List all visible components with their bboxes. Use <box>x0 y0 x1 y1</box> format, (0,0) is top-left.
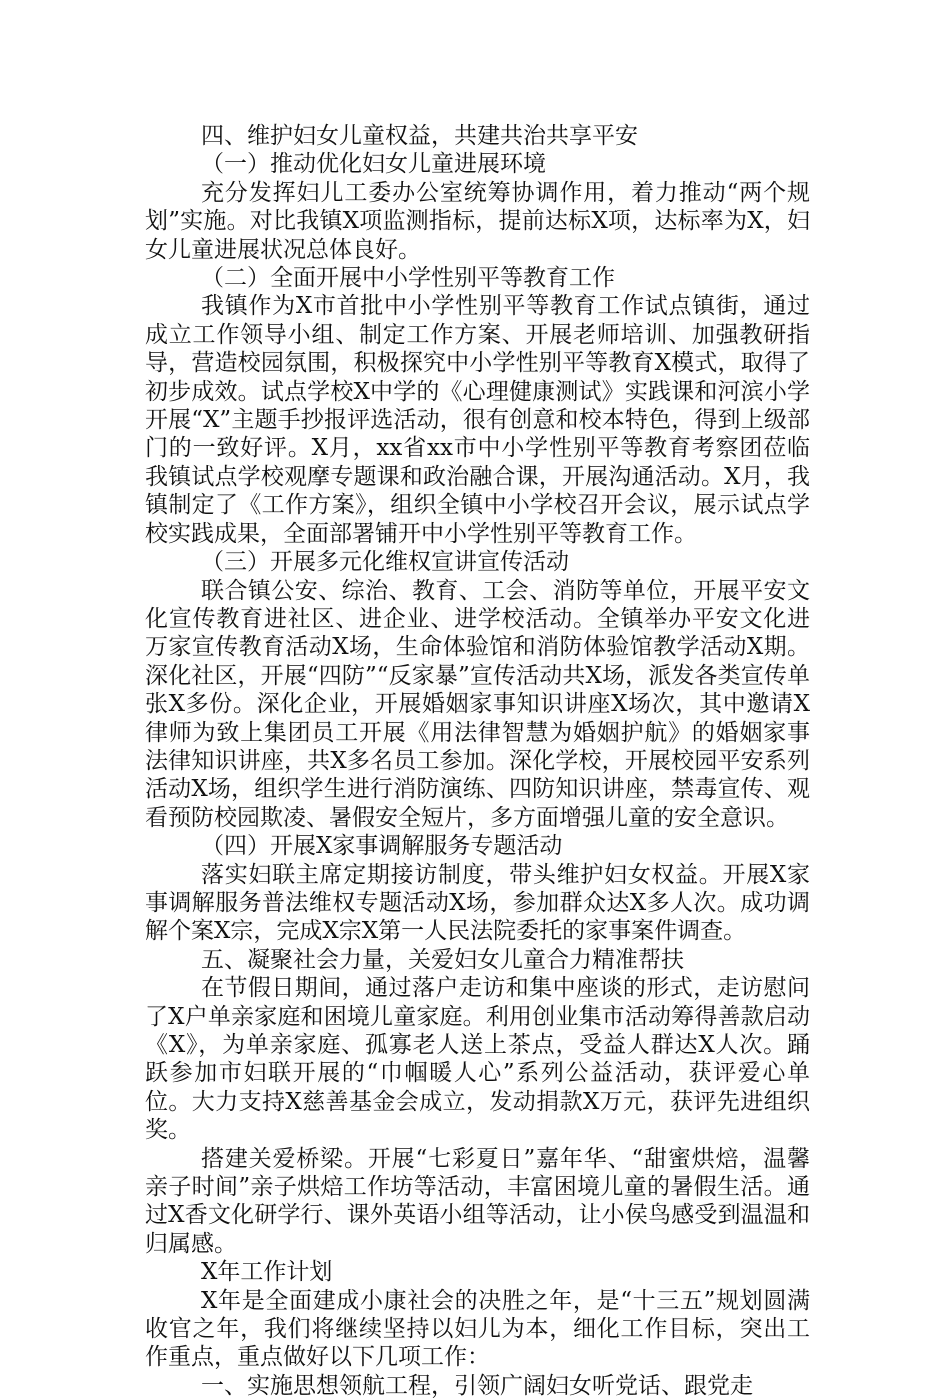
subsection-heading: （二）全面开展中小学性别平等教育工作 <box>201 265 615 292</box>
section-heading: 四、维护妇女儿童权益，共建共治共享平安 <box>201 123 638 149</box>
body-paragraph: 充分发挥妇儿工委办公室统筹协调作用，着力推动“两个规划”实施。对比我镇X项监测指标，提前达标X项，达标率为X，妇女儿童进展状况总体良好。 <box>145 179 810 263</box>
body-paragraph: 联合镇公安、综治、教育、工会、消防等单位，开展平安文化宣传教育进社区、进企业、进学校活动。全镇举办平安文化进万家宣传教育活动X场，生命体验馆和消防体验馆教学活动X期。深化社区，开展“四防”“反家暴”宣传活动共X场，派发各类宣传单张X多份。深化企业，开展婚姻家事知识讲座X场次，其中邀请X律师为致上集团员工开展《用法律智慧为婚姻护航》的婚姻家事法律知识讲座，共X多名员工参加。深化学校，开展校园平安系列活动X场，组织学生进行消防演练、四防知识讲座，禁毒宣传、观看预防校园欺凌、暑假安全短片，多方面增强儿童的安全意识。 <box>145 577 810 831</box>
plan-heading: X年工作计划 <box>201 1259 333 1286</box>
subsection-heading: （四）开展X家事调解服务专题活动 <box>201 833 563 860</box>
document-body <box>145 122 810 1400</box>
body-paragraph: X年是全面建成小康社会的决胜之年，是“十三五”规划圆满收官之年，我们将继续坚持以妇儿为本，细化工作目标，突出工作重点，重点做好以下几项工作： <box>145 1287 810 1371</box>
subsection-heading: （一）推动优化妇女儿童进展环境 <box>201 151 546 178</box>
body-paragraph: 在节假日期间，通过落户走访和集中座谈的形式，走访慰问了X户单亲家庭和困境儿童家庭。利用创业集市活动筹得善款启动《X》，为单亲家庭、孤寡老人送上茶点，受益人群达X人次。踊跃参加市妇联开展的“巾帼暖人心”系列公益活动，获评爱心单位。大力支持X慈善基金会成立，发动捐款X万元，获评先进组织奖。 <box>145 975 810 1144</box>
body-paragraph: 我镇作为X市首批中小学性别平等教育工作试点镇街，通过成立工作领导小组、制定工作方案、开展老师培训、加强教研指导，营造校园氛围，积极探究中小学性别平等教育X模式，取得了初步成效。试点学校X中学的《心理健康测试》实践课和河滨小学开展“X”主题手抄报评选活动，很有创意和校本特色，得到上级部门的一致好评。X月，xx省xx市中小学性别平等教育考察团莅临我镇试点学校观摩专题课和政治融合课，开展沟通活动。X月，我镇制定了《工作方案》，组织全镇中小学校召开会议，展示试点学校实践成果，全面部署铺开中小学性别平等教育工作。 <box>145 293 810 547</box>
body-paragraph: 落实妇联主席定期接访制度，带头维护妇女权益。开展X家事调解服务普法维权专题活动X场，参加群众达X多人次。成功调解个案X宗，完成X宗X第一人民法院委托的家事案件调查。 <box>145 861 810 945</box>
section-heading: 五、凝聚社会力量，关爱妇女儿童合力精准帮扶 <box>201 946 684 973</box>
subsection-heading: （三）开展多元化维权宣讲宣传活动 <box>201 549 569 576</box>
body-paragraph: 搭建关爱桥梁。开展“七彩夏日”嘉年华、“甜蜜烘焙，温馨亲子时间”亲子烘焙工作坊等活动，丰富困境儿童的暑假生活。通过X香文化研学行、课外英语小组等活动，让小侯鸟感受到温温和归属感。 <box>145 1145 810 1257</box>
section-heading: 一、实施思想领航工程，引领广阔妇女听党话、跟党走 <box>201 1372 753 1399</box>
